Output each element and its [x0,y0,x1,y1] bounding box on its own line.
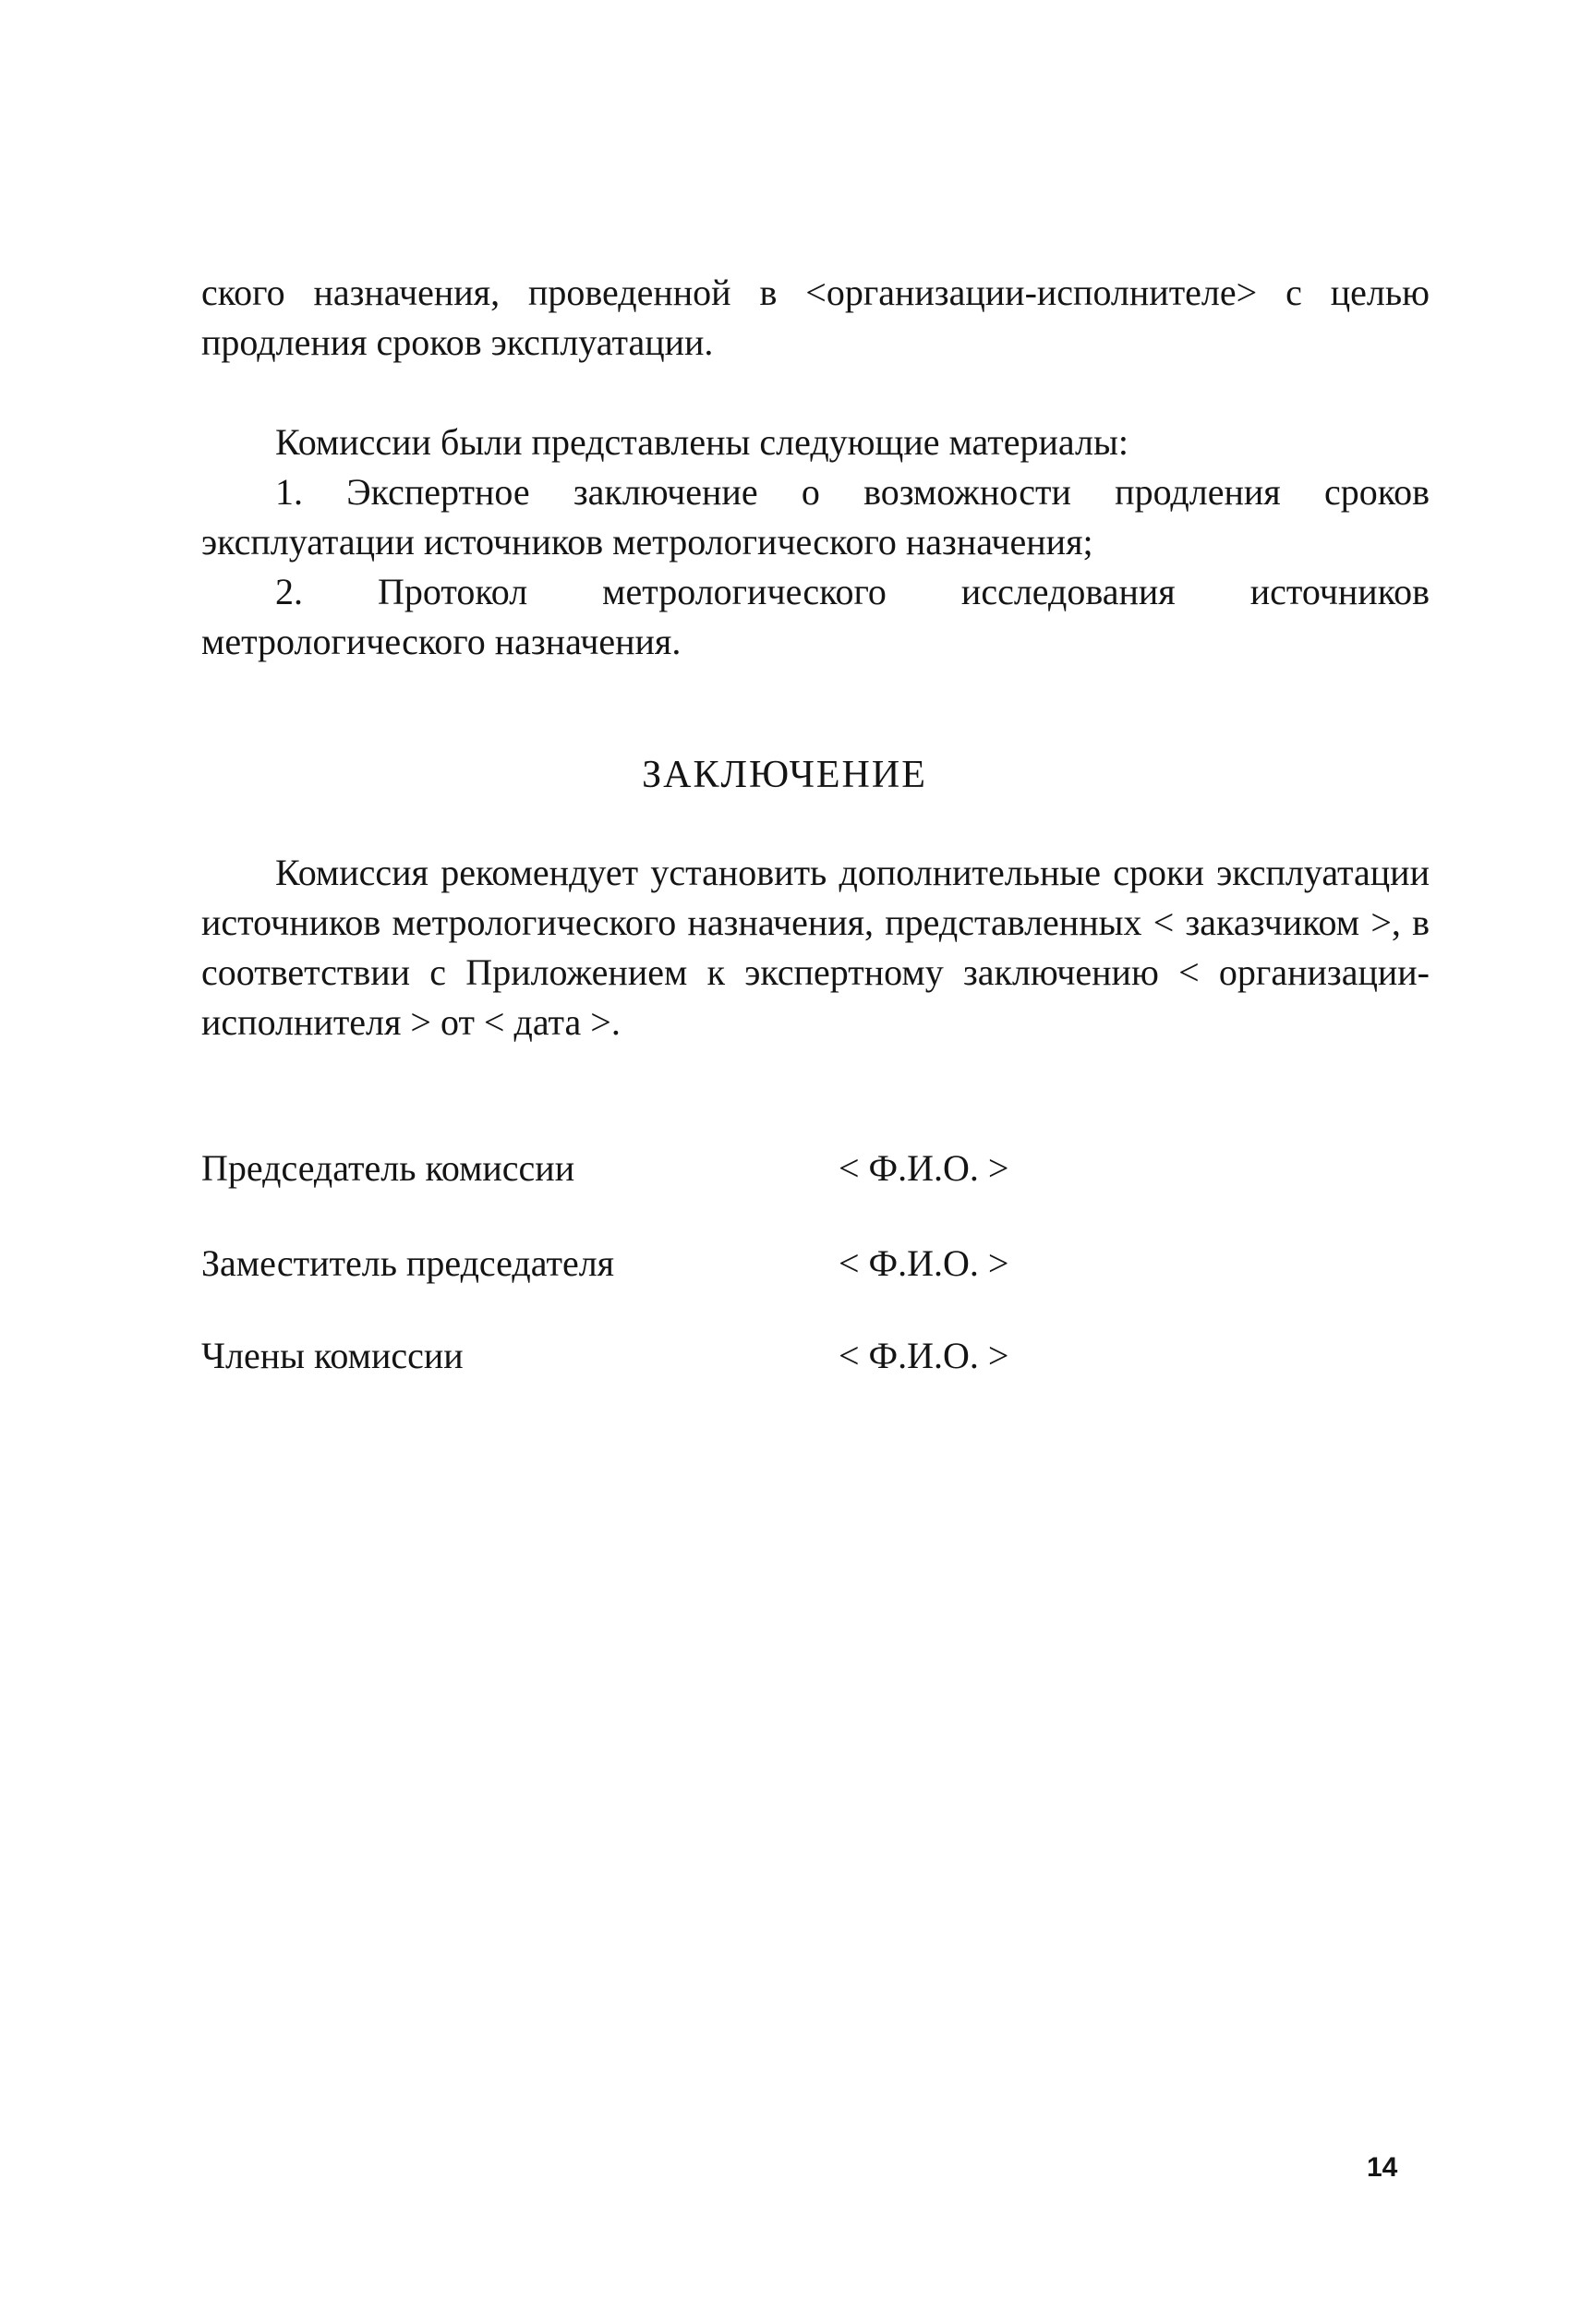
conclusion-paragraph [201,848,1430,1047]
conclusion-text: Комиссия рекомендует установить дополнительные сроки эксплуатации источников метрологического назначения, представленных < заказчиком >, в соответствии с Приложением к экспертному заключению < организации-исполнителя > от < дата >. [201,852,1430,1043]
signature-role: Председатель комиссии [201,1147,575,1189]
signature-name: < Ф.И.О. > [839,1242,1009,1284]
signature-row-members [201,1328,1310,1384]
materials-lead: Комиссии были представлены следующие материалы: [275,421,1128,463]
signature-name: < Ф.И.О. > [839,1335,1009,1376]
materials-item-2: 2. Протокол метрологического исследования источников метрологического назначения. [201,571,1430,662]
materials-section [201,418,1430,667]
intro-paragraph [201,268,1430,368]
signature-row-deputy [201,1236,1310,1291]
conclusion-heading: ЗАКЛЮЧЕНИЕ [642,754,927,796]
signature-role: Заместитель председателя [201,1242,615,1284]
materials-item-1: 1. Экспертное заключение о возможности продления сроков эксплуатации источников метрологического назначения; [201,471,1430,563]
intro-text: ского назначения, проведенной в <организации-исполнителе> с целью продления сроков эксплуатации. [201,272,1430,363]
signature-role: Члены комиссии [201,1335,464,1376]
page-number: 14 [1367,2152,1398,2183]
signature-row-chairman [201,1141,1310,1196]
signature-name: < Ф.И.О. > [839,1147,1009,1189]
